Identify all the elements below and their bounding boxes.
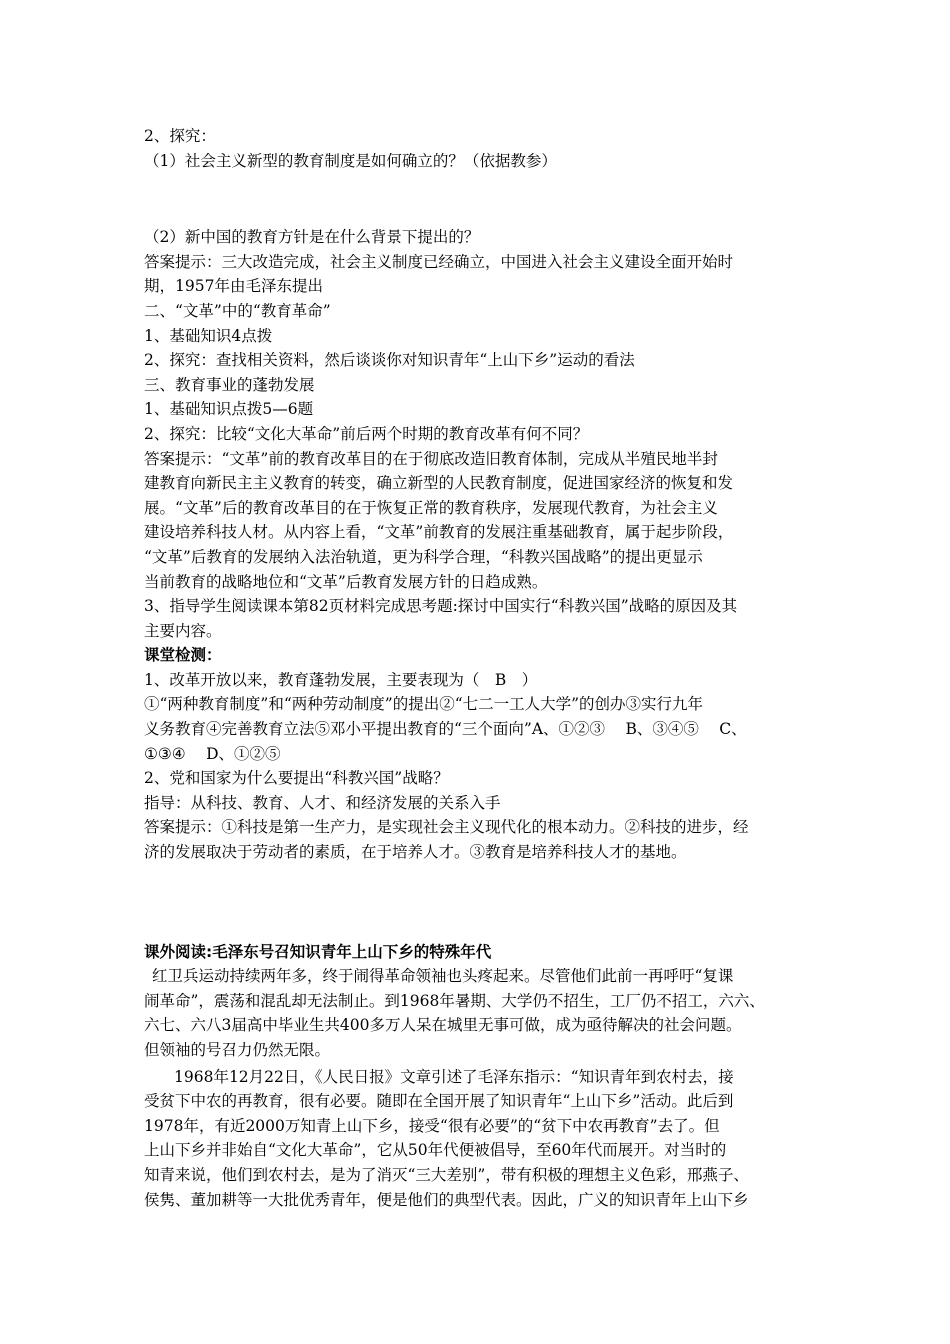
reading-line: 知青来说，他们到农村去，是为了消灭“三大差别”，带有积极的理想主义色彩，邢燕子、 (144, 1165, 749, 1184)
text-line: 义务教育④完善教育立法⑤邓小平提出教育的“三个面向”A、①②③ B、③④⑤ C、 (144, 720, 747, 739)
reading-line: 六七、六八3届高中毕业生共400多万人呆在城里无事可做，成为亟待解决的社会问题。 (144, 1016, 742, 1035)
spacer (144, 173, 824, 225)
text-line: 期，1957年由毛泽东提出 (144, 277, 323, 296)
text-line: ①③④ D、①②⑤ (144, 744, 281, 763)
reading-line: 受贫下中农的再教育，很有必要。随即在全国开展了知识青年“上山下乡”活动。此后到 (144, 1092, 734, 1111)
reading-line: 上山下乡并非始自“文化大革命”，它从50年代便被倡导，至60年代而展开。对当时的 (144, 1141, 727, 1160)
reading-line: 侯隽、董加耕等一大批优秀青年，便是他们的典型代表。因此，广义的知识青年上山下乡 (144, 1190, 749, 1209)
text-line: 当前教育的战略地位和“文革”后教育发展方针的日趋成熟。 (144, 572, 548, 591)
text-line: 1、改革开放以来，教育蓬勃发展，主要表现为（ B ） (144, 670, 538, 689)
text-line: （1）社会主义新型的教育制度是如何确立的？（依据教参） (144, 151, 557, 170)
reading-line: 但领袖的号召力仍然无限。 (144, 1041, 331, 1059)
text-line: 2、探究：比较“文化大革命”前后两个时期的教育改革有何不同？ (144, 424, 589, 443)
text-line: 答案提示：三大改造完成，社会主义制度已经确立，中国进入社会主义建设全面开始时 (144, 252, 734, 271)
text-line: 指导：从科技、教育、人才、和经济发展的关系入手 (144, 793, 501, 812)
reading-line: 1978年，有近2000万知青上山下乡，接受“很有必要”的“贫下中农再教育”去了。但 (144, 1116, 720, 1135)
reading-line: 闹革命”，震荡和混乱却无法制止。到1968年暑期、大学仍不招生，工厂仍不招工，六六、 (144, 991, 765, 1010)
document-page (144, 124, 824, 1212)
text-line: 2、探究： (144, 127, 216, 145)
section-heading: 三、教育事业的蓬勃发展 (144, 375, 315, 394)
text-line: 济的发展取决于劳动者的素质，在于培养人才。③教育是培养科技人才的基地。 (144, 843, 687, 862)
text-line: “文革”后教育的发展纳入法治轨道，更为科学合理，“科教兴国战略”的提出更显示 (144, 547, 703, 566)
text-line: 展。“文革”后的教育改革目的在于恢复正常的教育秩序，发展现代教育，为社会主义 (144, 498, 718, 517)
text-line: ①“两种教育制度”和“两种劳动制度”的提出②“七二一工人大学”的创办③实行九年 (144, 695, 704, 714)
text-line: 2、党和国家为什么要提出“科教兴国”战略？ (144, 769, 449, 788)
reading-heading: 课外阅读:毛泽东号召知识青年上山下乡的特殊年代 (144, 942, 492, 961)
text-line: 2、探究：查找相关资料，然后谈谈你对知识青年“上山下乡”运动的看法 (144, 351, 635, 370)
reading-line: 红卫兵运动持续两年多，终于闹得革命领袖也头疼起来。尽管他们此前一再呼吁“复课 (152, 967, 734, 986)
text-line: 主要内容。 (144, 621, 222, 640)
text-line: 建设培养科技人材。从内容上看，“文革”前教育的发展注重基础教育，属于起步阶段， (144, 523, 734, 542)
spacer (144, 865, 824, 940)
reading-line: 1968年12月22日，《人民日报》文章引述了毛泽东指示：“知识青年到农村去，接 (174, 1067, 734, 1086)
text-line: 3、指导学生阅读课本第82页材料完成思考题:探讨中国实行“科教兴国”战略的原因及其 (144, 597, 738, 616)
text-line: 答案提示：①科技是第一生产力，是实现社会主义现代化的根本动力。②科技的进步，经 (144, 818, 749, 837)
text-line: 答案提示：“文革”前的教育改革目的在于彻底改造旧教育体制，完成从半殖民地半封 (144, 449, 718, 468)
text-line: 建教育向新民主主义教育的转变，确立新型的人民教育制度，促进国家经济的恢复和发 (144, 474, 734, 493)
class-test-heading: 课堂检测： (144, 646, 222, 665)
text-line: （2）新中国的教育方针是在什么背景下提出的？ (144, 228, 480, 247)
text-line: 1、基础知识4点拨 (144, 326, 273, 345)
section-heading: 二、“文革”中的“教育革命” (144, 301, 331, 320)
text-line: 1、基础知识点拨5—6题 (144, 400, 314, 419)
